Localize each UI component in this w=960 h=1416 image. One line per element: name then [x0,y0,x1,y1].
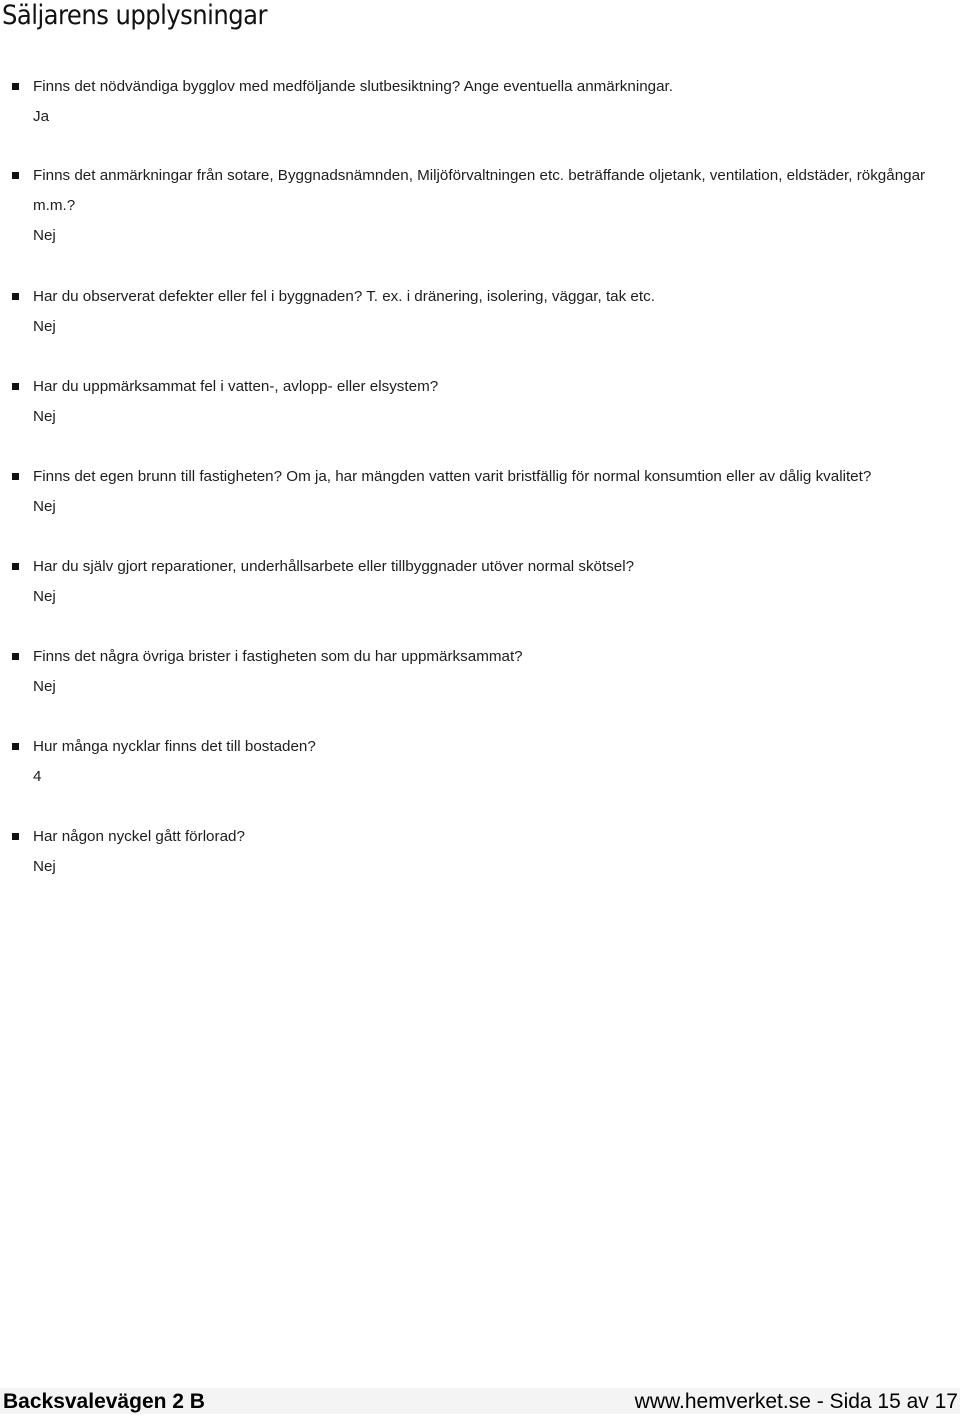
question-block [0,282,960,342]
answer-text: Ja [33,108,50,125]
bullet-icon [12,563,19,570]
bullet-icon [12,83,19,90]
question-block [0,372,960,432]
answer-text: Nej [33,678,56,695]
question-text: Finns det några övriga brister i fastigheten som du har uppmärksammat? [33,648,523,665]
question-text: Finns det egen brunn till fastigheten? Om ja, har mängden vatten varit bristfällig för normal konsumtion eller av dålig kvalitet? [33,468,872,485]
answer-text: Nej [33,588,56,605]
bullet-icon [12,172,19,179]
question-text: Har du uppmärksammat fel i vatten-, avlopp- eller elsystem? [33,378,439,395]
answer-text: Nej [33,227,56,244]
answer-text: Nej [33,498,56,515]
question-text: Hur många nycklar finns det till bostaden? [33,738,316,755]
question-text: Har du observerat defekter eller fel i byggnaden? T. ex. i dränering, isolering, väggar, tak etc. [33,288,655,305]
question-text: Finns det anmärkningar från sotare, Byggnadsnämnden, Miljöförvaltningen etc. beträffande oljetank, ventilation, eldstäder, rökgångar m.m.? [33,167,926,214]
question-block [0,732,960,792]
question-block [0,642,960,702]
question-text: Har du själv gjort reparationer, underhållsarbete eller tillbyggnader utöver normal skötsel? [33,558,635,575]
answer-text: 4 [33,768,42,785]
bullet-icon [12,473,19,480]
bullet-icon [12,743,19,750]
page-footer [0,1388,960,1414]
bullet-icon [12,293,19,300]
question-block [0,822,960,882]
answer-text: Nej [33,858,56,875]
footer-site-page: www.hemverket.se - Sida 15 av 17 [634,1390,958,1413]
question-block [0,462,960,522]
question-block [0,72,960,132]
answer-text: Nej [33,318,56,335]
question-text: Finns det nödvändiga bygglov med medföljande slutbesiktning? Ange eventuella anmärkningar. [33,78,673,95]
bullet-icon [12,383,19,390]
bullet-icon [12,653,19,660]
question-text: Har någon nyckel gått förlorad? [33,828,245,845]
bullet-icon [12,833,19,840]
question-block [0,161,960,251]
page-title: Säljarens upplysningar [2,0,267,31]
footer-address: Backsvalevägen 2 B [3,1390,205,1413]
question-block [0,552,960,612]
answer-text: Nej [33,408,56,425]
